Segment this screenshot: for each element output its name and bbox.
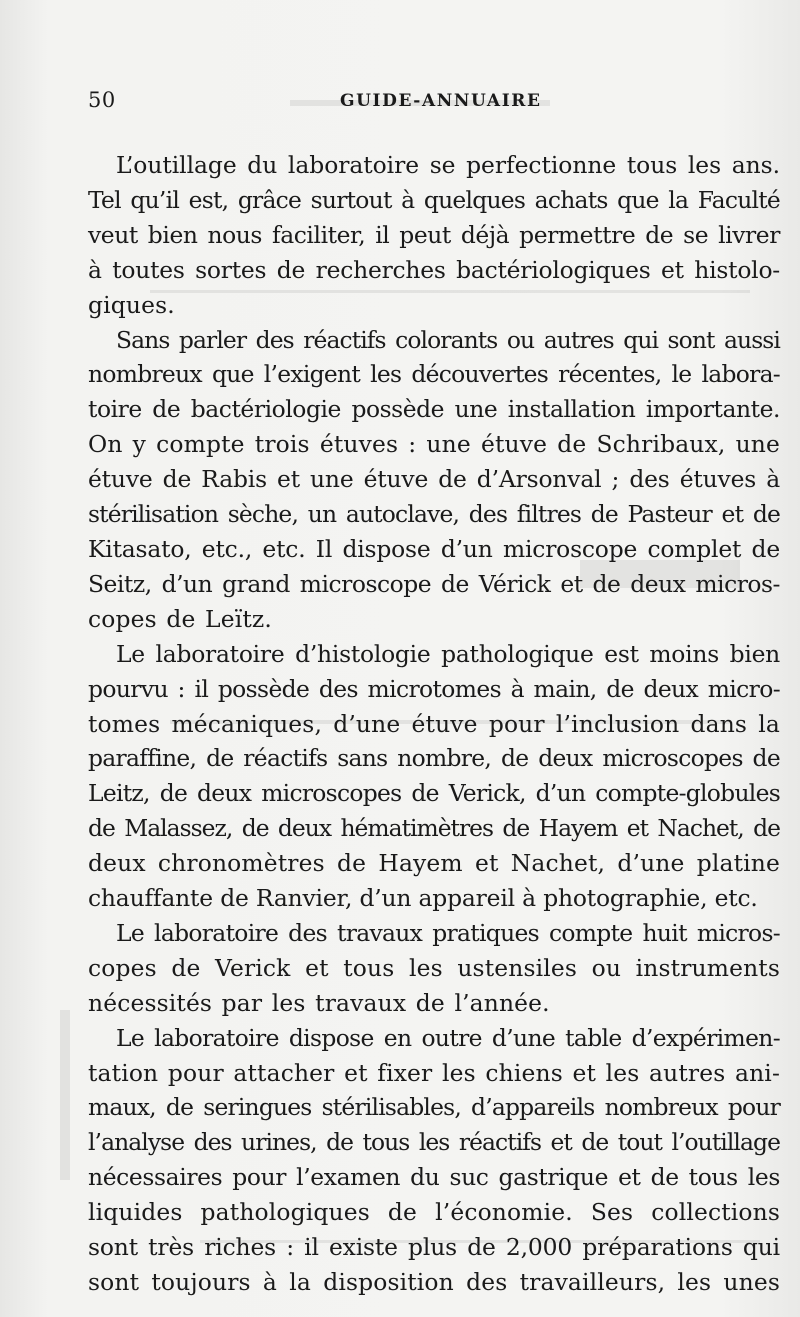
text-line: nécessités par les travaux de l’année. bbox=[88, 988, 550, 1017]
paragraph-experiment-equipment bbox=[88, 1021, 780, 1300]
paragraph-laboratory-tools bbox=[88, 148, 780, 323]
running-title: GUIDE-ANNUAIRE bbox=[340, 91, 542, 111]
text-line: nombreux que l’exigent les découvertes récentes, le labora- bbox=[88, 360, 780, 389]
text-line: Kitasato, etc., etc. Il dispose d’un microscope complet de bbox=[88, 534, 780, 563]
text-line: chauffante de Ranvier, d’un appareil à photographie, etc. bbox=[88, 884, 758, 913]
text-line: Le laboratoire des travaux pratiques compte huit micros- bbox=[116, 918, 780, 947]
text-line: liquides pathologiques de l’économie. Ses collections bbox=[88, 1198, 780, 1227]
text-line: veut bien nous faciliter, il peut déjà permettre de se livrer bbox=[88, 220, 780, 249]
page-number: 50 bbox=[88, 88, 116, 112]
text-line: Leitz, de deux microscopes de Verick, d’un compte-globules bbox=[88, 779, 780, 808]
text-line: paraffine, de réactifs sans nombre, de deux microscopes de bbox=[88, 744, 780, 773]
paragraph-histology-lab bbox=[88, 637, 780, 916]
text-line: copes de Verick et tous les ustensiles ou instruments bbox=[88, 953, 780, 982]
text-line: Sans parler des réactifs colorants ou autres qui sont aussi bbox=[116, 325, 780, 354]
text-line: deux chronomètres de Hayem et Nachet, d’une platine bbox=[88, 849, 780, 878]
text-line: Le laboratoire dispose en outre d’une table d’expérimen- bbox=[116, 1023, 780, 1052]
text-line: sont très riches : il existe plus de 2,000 préparations qui bbox=[88, 1233, 780, 1262]
running-head bbox=[88, 88, 778, 118]
text-line: pourvu : il possède des microtomes à main, de deux micro- bbox=[88, 674, 780, 703]
body-text bbox=[88, 148, 780, 1300]
text-line: L’outillage du laboratoire se perfectionne tous les ans. bbox=[116, 151, 780, 179]
text-line: à toutes sortes de recherches bactériologiques et histolo- bbox=[88, 255, 780, 284]
text-line: Le laboratoire d’histologie pathologique est moins bien bbox=[116, 639, 780, 668]
text-line: maux, de seringues stérilisables, d’appareils nombreux pour bbox=[88, 1093, 780, 1122]
text-line: de Malassez, de deux hématimètres de Hayem et Nachet, de bbox=[88, 814, 780, 843]
paragraph-bacteriology-lab bbox=[88, 323, 780, 637]
paragraph-practical-work-lab bbox=[88, 916, 780, 1021]
text-line: Seitz, d’un grand microscope de Vérick et de deux micros- bbox=[88, 569, 780, 598]
text-line: tation pour attacher et fixer les chiens et les autres ani- bbox=[88, 1058, 780, 1087]
text-line: l’analyse des urines, de tous les réactifs et de tout l’outillage bbox=[88, 1128, 780, 1157]
text-line: toire de bactériologie possède une installation importante. bbox=[88, 395, 780, 424]
text-line: Tel qu’il est, grâce surtout à quelques achats que la Faculté bbox=[88, 185, 780, 214]
text-line: giques. bbox=[88, 290, 175, 319]
text-line: On y compte trois étuves : une étuve de Schribaux, une bbox=[88, 430, 780, 459]
text-line: stérilisation sèche, un autoclave, des filtres de Pasteur et de bbox=[88, 500, 780, 529]
text-line: étuve de Rabis et une étuve de d’Arsonval ; des étuves à bbox=[88, 465, 780, 494]
text-line: copes de Leïtz. bbox=[88, 604, 272, 633]
text-line: nécessaires pour l’examen du suc gastrique et de tous les bbox=[88, 1163, 780, 1192]
text-line: sont toujours à la disposition des travailleurs, les unes bbox=[88, 1268, 780, 1296]
text-line: tomes mécaniques, d’une étuve pour l’inclusion dans la bbox=[88, 709, 780, 738]
